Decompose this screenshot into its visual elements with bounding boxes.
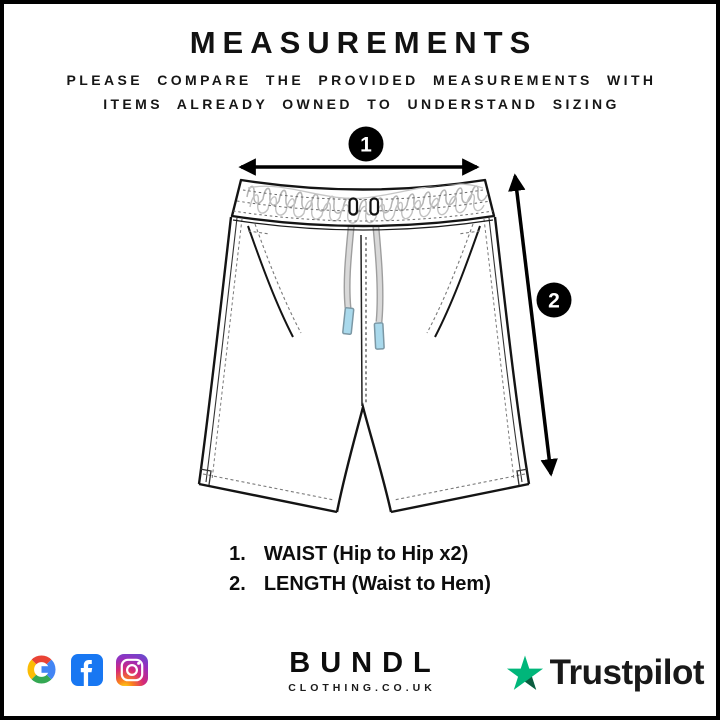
legend-item-2-number: 2.	[229, 573, 246, 595]
left-hem	[199, 484, 337, 512]
left-pocket-edge	[248, 226, 293, 337]
right-hem-stitch	[394, 474, 525, 500]
right-eyelet	[371, 199, 379, 215]
brand-domain: CLOTHING.CO.UK	[288, 682, 436, 694]
trustpilot-label: Trustpilot	[549, 653, 704, 692]
legend-item-1-label: WAIST (Hip to Hip x2)	[263, 543, 469, 565]
left-leg-outline	[199, 217, 231, 484]
crotch-seam	[337, 407, 391, 512]
instagram-icon	[116, 654, 148, 686]
legend-item-1-number: 1.	[229, 543, 246, 565]
right-hem	[391, 484, 529, 512]
trustpilot-logo	[505, 650, 704, 696]
left-pocket-stitch	[255, 224, 301, 333]
center-front-seam	[361, 235, 362, 406]
marker-1-badge	[349, 127, 384, 162]
marker-2-label: 2	[548, 289, 560, 313]
right-pocket-stitch	[427, 224, 473, 333]
trustpilot-star-icon	[505, 655, 545, 691]
google-icon	[25, 653, 58, 686]
subtitle-line-1: PLEASE COMPARE THE PROVIDED MEASUREMENTS WITH	[66, 72, 657, 88]
facebook-icon	[71, 654, 103, 686]
right-pocket-edge	[435, 226, 480, 337]
marker-1-label: 1	[360, 133, 372, 157]
left-eyelet	[350, 199, 358, 215]
left-side-seam	[206, 218, 237, 482]
shorts-diagram	[4, 4, 720, 532]
shorts-drawing	[199, 180, 529, 512]
brand-name: BUNDL	[289, 647, 441, 679]
subtitle-line-2: ITEMS ALREADY OWNED TO UNDERSTAND SIZING	[103, 96, 620, 112]
drawstring-right-aglet	[374, 323, 384, 349]
brand-logo	[279, 647, 441, 694]
left-hem-stitch	[203, 474, 334, 500]
right-side-seam	[489, 218, 522, 482]
social-icons	[25, 653, 148, 686]
legend-item-2-label: LENGTH (Waist to Hem)	[263, 573, 491, 595]
marker-2-badge	[537, 283, 572, 318]
legend	[4, 540, 716, 599]
footer	[4, 644, 716, 716]
page-title: MEASUREMENTS	[189, 25, 538, 60]
drawstring-left-aglet	[343, 308, 354, 335]
